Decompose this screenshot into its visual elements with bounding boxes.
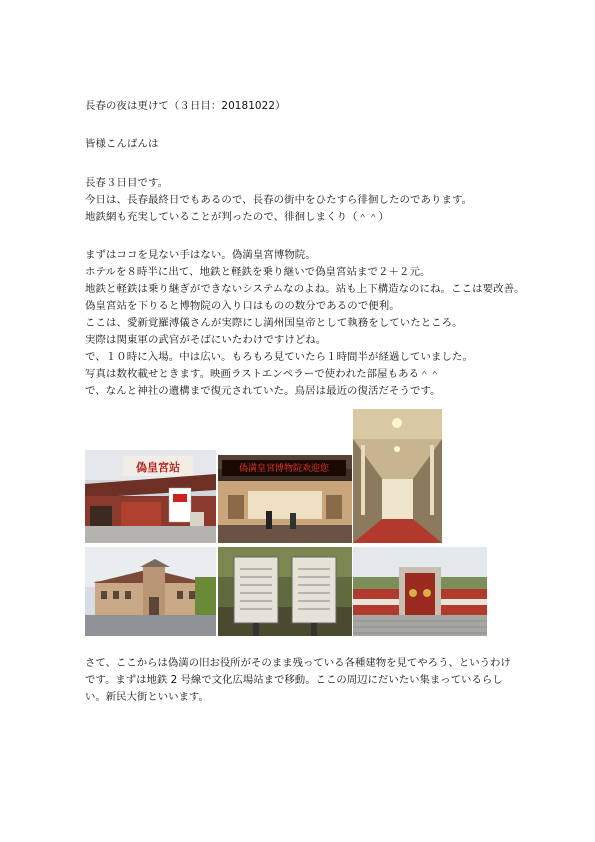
led-sign-text: 偽満皇宮博物院欢迎您 xyxy=(238,464,330,474)
body-line: ホテルを８時半に出て、地鉄と軽鉄を乗り継いで偽皇宮站まで２＋２元。 xyxy=(85,266,431,278)
body-line: で、１０時に入場。中は広い。もろもろ見ていたら１時間半が経過していました。 xyxy=(85,351,473,363)
photo-plaques xyxy=(218,547,352,636)
intro-line: 長春３日目です。 xyxy=(85,177,169,189)
photo-led-hall xyxy=(218,455,352,543)
greeting: 皆様こんばんは xyxy=(85,138,159,150)
intro-line: 今日は、長春最終日でもあるので、長春の街中をひたすら徘徊したのであります。 xyxy=(85,194,473,206)
body-line: で、なんと神社の遺構まで復元されていた。鳥居は最近の復活だそうです。 xyxy=(85,385,441,397)
body-line: 偽皇宮站を下りると博物院の入り口はものの数分であるので便利。 xyxy=(85,300,400,312)
photo-museum-gate xyxy=(85,450,216,543)
closing-paragraph: さて、ここからは偽満の旧お役所がそのまま残っている各種建物を見てやろう、というわけです。まずは地鉄 2 号線で文化広場站まで移動。ここの周辺にだいたい集まっているらしい。新民大街といいます。 xyxy=(85,657,511,703)
body-line: まずはココを見ない手はない。偽満皇宮博物院。 xyxy=(85,249,316,261)
body-line: 写真は数枚載せときます。映画ラストエンペラーで使われた部屋もある＾＾ xyxy=(85,368,441,380)
intro-line: 地鉄網も充実していることが判ったので、徘徊しまくり（＾＾） xyxy=(85,211,390,223)
photo-building xyxy=(85,547,216,636)
gate-sign-text: 偽皇宮站 xyxy=(136,461,180,474)
page-title: 長春の夜は更けて（３日目：20181022） xyxy=(85,100,286,112)
photo-corridor xyxy=(353,409,442,543)
photo-shrine-gate xyxy=(353,547,487,636)
body-line: 地鉄と軽鉄は乗り継ぎができないシステムなのよね。站も上下構造なのにね。ここは要改善。 xyxy=(85,283,525,295)
body-line: ここは、愛新覚羅溥儀さんが実際にし満州国皇帝として執務をしていたところ。 xyxy=(85,317,463,329)
body-line: 実際は関東軍の武官がそばにいたわけですけどね。 xyxy=(85,334,327,346)
